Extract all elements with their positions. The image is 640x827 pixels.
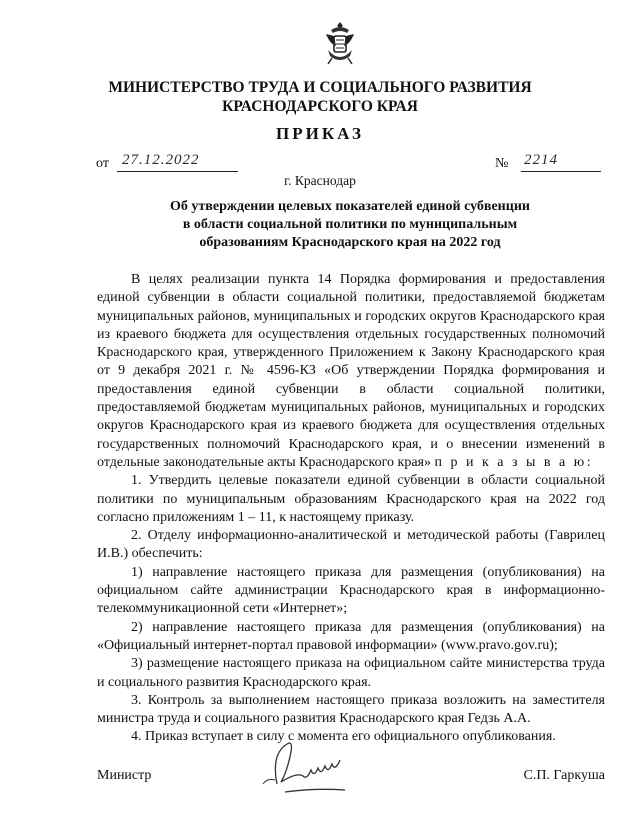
item-2-1: 1) направление настоящего приказа для размещения (опубликования) на официальном сайте администрации Краснодарского края в информационно-телекоммуникационной сети «Интернет»;	[97, 564, 605, 617]
ministry-line-2: КРАСНОДАРСКОГО КРАЯ	[222, 98, 418, 115]
item-2-2: 2) направление настоящего приказа для размещения (опубликования) на «Официальный интернет-портал правовой информации» (www.pravo.gov.ru);	[97, 619, 605, 653]
preamble-text: В целях реализации пункта 14 Порядка формирования и предоставления единой субвенции в области социальной политики, предоставляемой бюджетам муниципальных районов, муниципальных и городских округов Краснодарского края из краевого бюджета для осуществления отдельных государственных полномочий Краснодарского края, утвержденного Приложением к Закону Краснодарского края от 9 декабря 2021 г. № 4596-КЗ «Об утверждении Порядка формирования и предоставления единой субвенции в области социальной политики, предоставляемой бюджетам муниципальных районов, муниципальных и городских округов Краснодарского края из краевого бюджета для осуществления отдельных государственных полномочий Краснодарского края, и о внесении изменений в отдельные законодательные акты Краснодарского края»	[97, 272, 605, 470]
subject-line-3: образованиям Краснодарского края на 2022 год	[199, 235, 501, 250]
coat-of-arms-icon	[322, 20, 358, 66]
number-prefix: №	[495, 156, 509, 171]
subject-line-1: Об утверждении целевых показателей единой субвенции	[170, 199, 530, 214]
document-type: ПРИКАЗ	[276, 124, 364, 143]
item-1: 1. Утвердить целевые показатели единой субвенции в области социальной политики по муниципальным образованиям Краснодарского края на 2022 год согласно приложениям 1 – 11, к настоящему приказу.	[97, 473, 605, 525]
handwritten-signature-icon	[257, 734, 377, 804]
signer-name: С.П. Гаркуша	[523, 768, 605, 783]
date-prefix: от	[96, 156, 109, 171]
item-2: 2. Отделу информационно-аналитической и методической работы (Гаврилец И.В.) обеспечить:	[97, 528, 605, 562]
preamble-paragraph	[97, 271, 605, 472]
order-subject	[140, 198, 560, 252]
number-underline	[521, 171, 601, 172]
signer-title: Министр	[97, 768, 152, 783]
order-body	[97, 271, 605, 747]
date-value: 27.12.2022	[122, 152, 200, 168]
item-3: 3. Контроль за выполнением настоящего приказа возложить на заместителя министра труда и социального развития Краснодарского края Гедзь А.А.	[97, 692, 605, 727]
signature-block	[97, 762, 605, 802]
ministry-title	[60, 78, 580, 116]
order-word: п р и к а з ы в а ю:	[434, 454, 594, 470]
item-2-3: 3) размещение настоящего приказа на официальном сайте министерства труда и социального развития Краснодарского края.	[97, 656, 605, 690]
date-underline	[117, 171, 238, 172]
ministry-line-1: МИНИСТЕРСТВО ТРУДА И СОЦИАЛЬНОГО РАЗВИТИЯ	[108, 79, 532, 96]
subject-line-2: в области социальной политики по муниципальным	[182, 217, 518, 232]
item-4: 4. Приказ вступает в силу с момента его официального опубликования.	[131, 729, 556, 745]
city: г. Краснодар	[284, 173, 356, 188]
number-value: 2214	[524, 152, 558, 168]
